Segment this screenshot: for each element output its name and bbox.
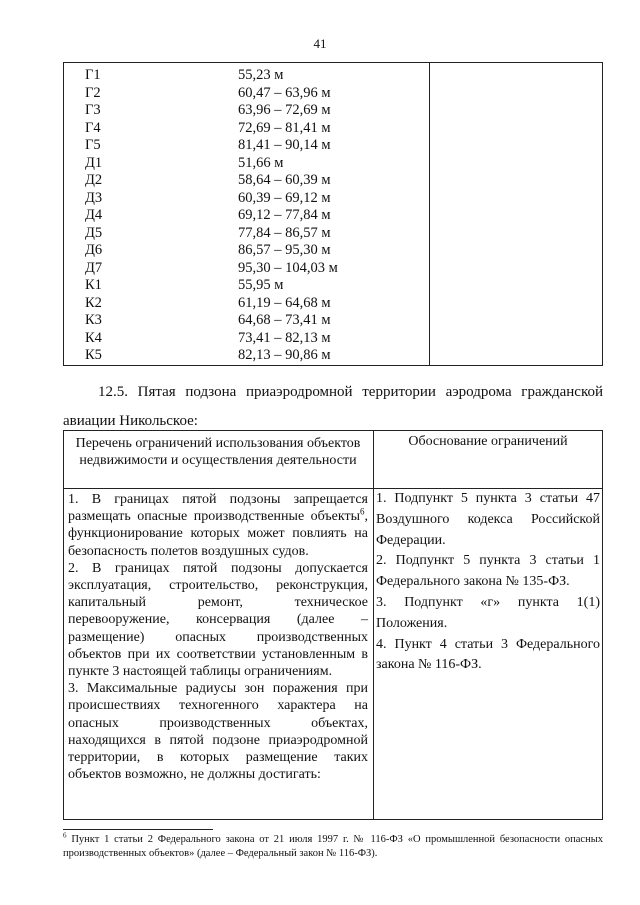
table-row [64, 330, 602, 348]
zone-range: 63,96 – 72,69 м [238, 102, 331, 118]
table-row [64, 190, 602, 208]
zone-code: Г5 [85, 137, 101, 153]
zone-code: Г4 [85, 119, 101, 136]
justification-list [376, 489, 600, 676]
zone-range: 95,30 – 104,03 м [238, 259, 338, 276]
footnote-reference: 6 [360, 506, 365, 517]
table-row [64, 225, 602, 243]
zone-code: К5 [85, 347, 102, 363]
zone-range: 61,19 – 64,68 м [238, 294, 331, 311]
table-row [64, 85, 602, 103]
table-row [64, 155, 602, 173]
zone-code: К4 [85, 329, 102, 346]
table-row [64, 172, 602, 190]
zone-code: Г3 [85, 102, 101, 118]
section-heading-line-2: авиации Никольское: [63, 413, 198, 429]
table-row [64, 102, 602, 120]
zone-range: 72,69 – 81,41 м [238, 119, 331, 136]
footnote [63, 833, 603, 861]
column-divider [373, 431, 374, 819]
table-row [64, 277, 602, 295]
footnote-separator [63, 829, 213, 830]
zone-code: Д6 [85, 242, 103, 258]
zone-range: 60,39 – 69,12 м [238, 189, 331, 206]
zone-range: 81,41 – 90,14 м [238, 137, 331, 153]
zones-table [63, 62, 603, 366]
restriction-item-2: 2. В границах пятой подзоны допускается эксплуатация, строительство, реконструкция, капитальный ремонт, техническое перевооружение, консервация (далее – размещение) опасных производственных объектов при их соответствии установленным в пункте 3 настоящей таблицы ограничениям. [68, 560, 368, 680]
table-row [64, 242, 602, 260]
zone-range: 58,64 – 60,39 м [238, 172, 331, 188]
zone-range: 82,13 – 90,86 м [238, 347, 331, 363]
restriction-item-3: 3. Максимальные радиусы зон поражения при происшествиях техногенного характера на опасных производственных объектах, находящихся в пятой подзоне приаэродромной территории, в которых размещение таких объектов возможно, не должны достигать: [68, 681, 368, 783]
footnote-mark: 6 [63, 831, 67, 840]
justification-item-2: 2. Подпункт 5 пункта 3 статьи 1 Федерального закона № 135-ФЗ. [376, 553, 600, 590]
zone-range: 51,66 м [238, 154, 284, 171]
justification-item-4: 4. Пункт 4 статьи 3 Федерального закона № 116-ФЗ. [376, 636, 600, 673]
zone-range: 55,23 м [238, 67, 284, 83]
table-row [64, 137, 602, 155]
table-row [64, 67, 602, 85]
zone-range: 64,68 – 73,41 м [238, 312, 331, 328]
zone-code: Г1 [85, 67, 101, 83]
header-justification: Обоснование ограничений [408, 434, 568, 449]
zone-code: К3 [85, 312, 102, 328]
zone-range: 73,41 – 82,13 м [238, 329, 331, 346]
section-heading [63, 378, 603, 436]
table-row [64, 312, 602, 330]
table-row [64, 260, 602, 278]
restriction-item-1: 1. В границах пятой подзоны запрещается размещать опасные производственные объекты$^6$, функционирование которых может повлиять на безопасность полетов воздушных судов. [68, 492, 368, 559]
justification-item-3: 3. Подпункт «г» пункта 1(1) Положения. [376, 594, 600, 631]
zone-code: К2 [85, 294, 102, 311]
table-row [64, 347, 602, 365]
section-heading-line-1: 12.5. Пятая подзона приаэродромной территории аэродрома гражданской [98, 384, 603, 400]
zone-code: К1 [85, 277, 102, 293]
zone-code: Д7 [85, 259, 103, 276]
table-row [64, 120, 602, 138]
zone-range: 60,47 – 63,96 м [238, 84, 331, 101]
zone-range: 86,57 – 95,30 м [238, 242, 331, 258]
zone-range: 55,95 м [238, 277, 284, 293]
zone-code: Г2 [85, 84, 101, 101]
footnote-text: Пункт 1 статьи 2 Федерального закона от 21 июля 1997 г. № 116-ФЗ «О промышленной безопасности опасных производственных объектов» (далее – Федеральный закон № 116-ФЗ). [63, 834, 604, 859]
zones-table-body [64, 67, 602, 365]
zone-range: 69,12 – 77,84 м [238, 207, 331, 223]
restrictions-table [63, 430, 603, 820]
zone-code: Д3 [85, 189, 103, 206]
zone-range: 77,84 – 86,57 м [238, 224, 331, 241]
page-number: 41 [313, 36, 327, 51]
zone-code: Д4 [85, 207, 103, 223]
zone-code: Д1 [85, 154, 103, 171]
justification-item-1: 1. Подпункт 5 пункта 3 статьи 47 Воздушного кодекса Российской Федерации. [376, 491, 600, 548]
restrictions-list [68, 491, 368, 783]
table-row [64, 295, 602, 313]
header-restrictions: Перечень ограничений использования объектов недвижимости и осуществления деятельности [75, 436, 361, 468]
table-row [64, 207, 602, 225]
zone-code: Д5 [85, 224, 103, 241]
zone-code: Д2 [85, 172, 103, 188]
